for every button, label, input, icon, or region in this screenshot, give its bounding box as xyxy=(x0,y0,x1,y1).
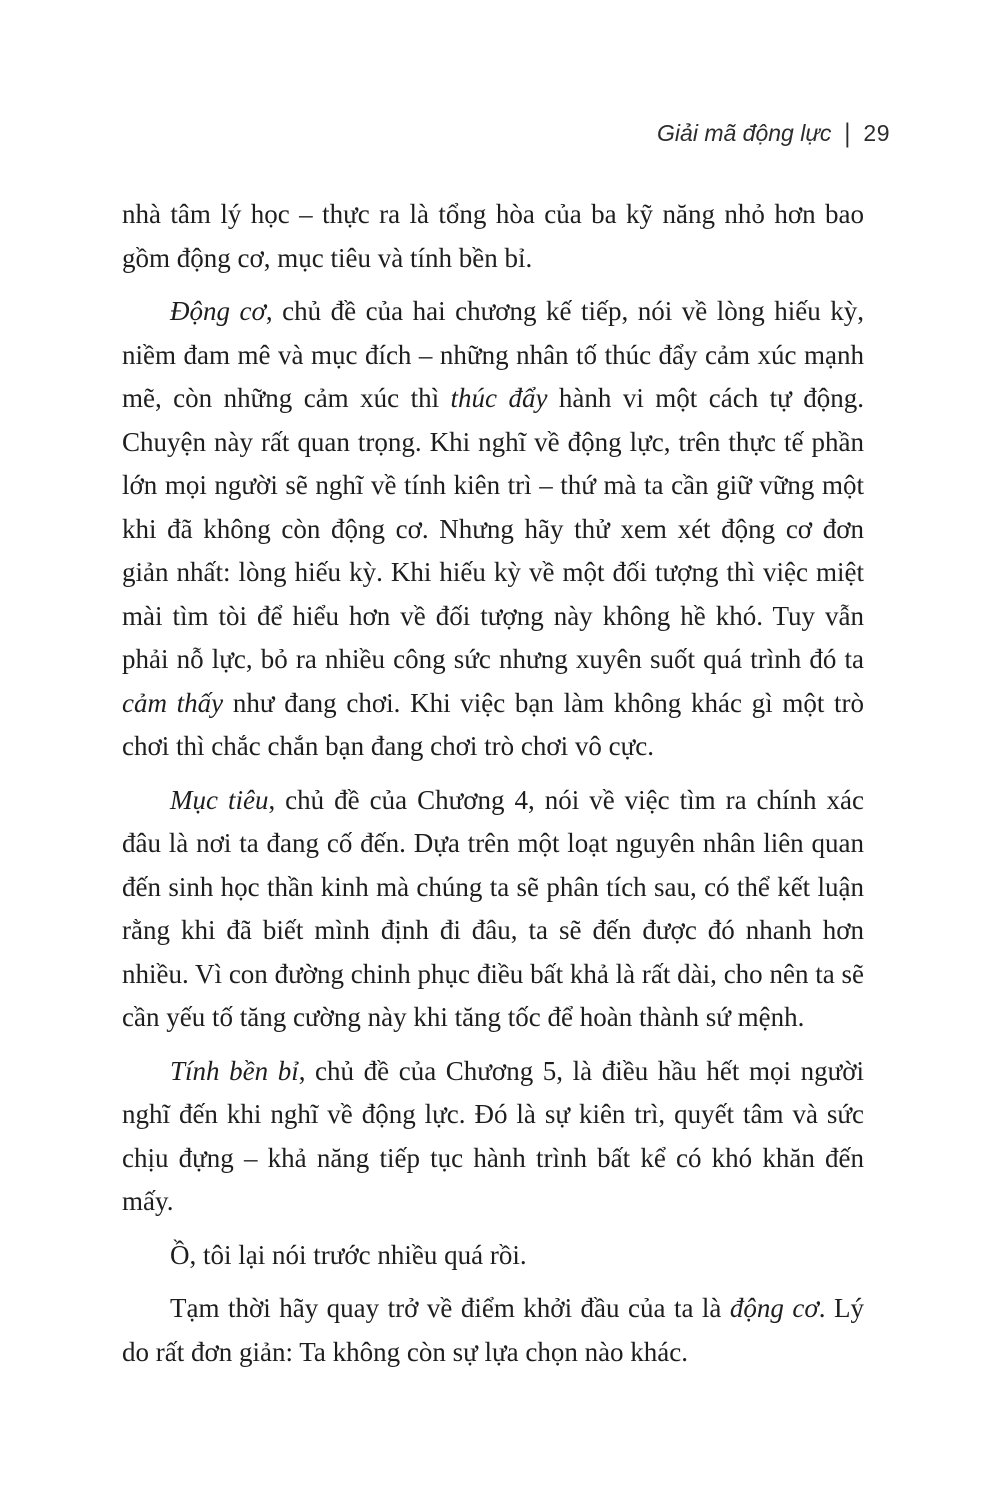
page-body xyxy=(122,193,864,1384)
header-separator: | xyxy=(844,117,851,148)
text-run: Ồ, tôi lại nói trước nhiều quá rồi. xyxy=(170,1239,527,1270)
paragraph xyxy=(122,193,864,280)
text-run: . Lý do rất đơn giản: Ta không còn sự lựa chọn nào khác. xyxy=(122,1293,864,1367)
italic-text-run: động cơ xyxy=(729,1293,819,1323)
text-run: , chủ đề của Chương 5, là điều hầu hết mọi người nghĩ đến khi nghĩ về động lực. Đó là sự kiên trì, quyết tâm và sức chịu đựng – khả năng tiếp tục hành trình bất kể có khó khăn đến mấy. xyxy=(122,1055,864,1216)
running-title: Giải mã động lực xyxy=(657,120,832,146)
italic-text-run: Mục tiêu xyxy=(170,784,269,815)
paragraph xyxy=(122,290,864,769)
text-run: như đang chơi. Khi việc bạn làm không khác gì một trò chơi thì chắc chắn bạn đang chơi trò chơi vô cực. xyxy=(122,687,865,761)
paragraph xyxy=(122,1234,864,1278)
italic-text-run: thúc đẩy xyxy=(450,383,548,413)
text-run: Tạm thời hãy quay trở về điểm khởi đầu của ta là xyxy=(170,1293,730,1323)
page-header xyxy=(120,117,890,148)
paragraph xyxy=(122,779,864,1040)
paragraph xyxy=(122,1287,864,1374)
italic-text-run: Tính bền bỉ xyxy=(170,1055,299,1086)
paragraph xyxy=(122,1050,864,1224)
page-number: 29 xyxy=(863,120,890,146)
text-run: , chủ đề của Chương 4, nói về việc tìm ra chính xác đâu là nơi ta đang cố đến. Dựa trên một loạt nguyên nhân liên quan đến sinh học thần kinh mà chúng ta sẽ phân tích sau, có thể kết luận rằng khi đã biết mình định đi đâu, ta sẽ đến được đó nhanh hơn nhiều. Vì con đường chinh phục điều bất khả là rất dài, cho nên ta sẽ cần yếu tố tăng cường này khi tăng tốc để hoàn thành sứ mệnh. xyxy=(122,784,864,1032)
italic-text-run: cảm thấy xyxy=(122,687,224,718)
text-run: nhà tâm lý học – thực ra là tổng hòa của ba kỹ năng nhỏ hơn bao gồm động cơ, mục tiêu và tính bền bỉ. xyxy=(122,199,864,273)
text-run: hành vi một cách tự động. Chuyện này rất quan trọng. Khi nghĩ về động lực, trên thực tế phần lớn mọi người sẽ nghĩ về tính kiên trì – thứ mà ta cần giữ vững một khi đã không còn động cơ. Nhưng hãy thử xem xét động cơ đơn giản nhất: lòng hiếu kỳ. Khi hiếu kỳ về một đối tượng thì việc miệt mài tìm tòi để hiểu hơn về đối tượng này không hề khó. Tuy vẫn phải nỗ lực, bỏ ra nhiều công sức nhưng xuyên suốt quá trình đó ta xyxy=(122,383,864,674)
italic-text-run: Động cơ xyxy=(170,296,266,326)
text-run: , chủ đề của hai chương kế tiếp, nói về lòng hiếu kỳ, niềm đam mê và mục đích – những nhân tố thúc đẩy cảm xúc mạnh mẽ, còn những cảm xúc thì xyxy=(122,296,864,413)
